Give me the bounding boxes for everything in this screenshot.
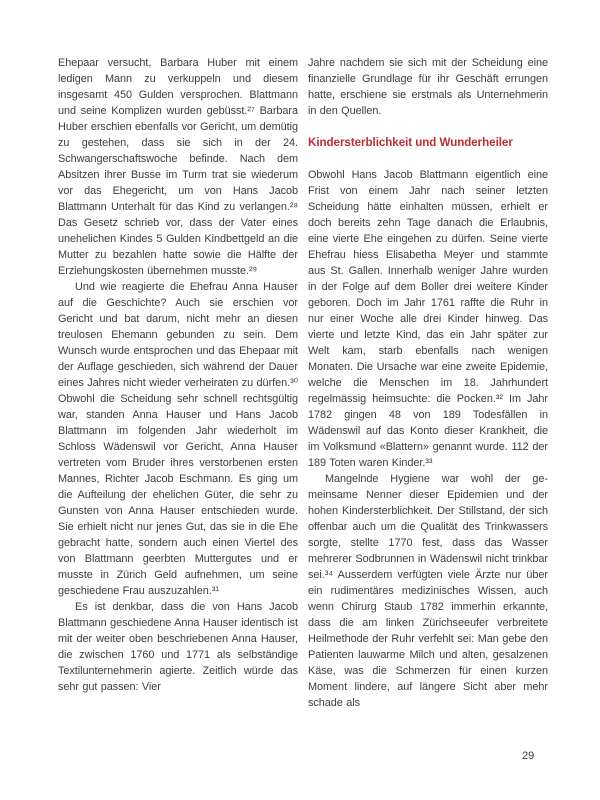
paragraph: Mangelnde Hygiene war wohl der gemeinsame Nenner dieser Epidemien und der hohen Kindersterblichkeit. Der Stillstand, der sich offenbar auch um die Qualität des Trinkwassers sorgte, stellte 1770 fest, dass das Wasser mehrerer Sodbrunnen in Wädenswil nicht trinkbar sei.³⁴ Ausserdem verfügten viele Ärzte nur über ein rudimentäres medizinisches Wissen, auch wenn Chirurg Staub 1782 immerhin erkannte, dass die am linken Zürichseeufer verbreitete Heilmethode der Ruhr verfehlt sei: Man gebe den Patienten lauwarme Milch und alten, gesalzenen Käse, was die Schmerzen für einen kurzen Moment lindere, auf längere Sicht aber mehr schade als — [308, 473, 548, 709]
paragraph-continuation: Ehepaar versucht, Barbara Huber mit einem ledigen Mann zu verkuppeln und diesem insgesamt 450 Gulden versprochen. Blattmann und seine Komplizen wurden gebüsst.²⁷ Barbara Huber erschien ebenfalls vor Gericht, um demütig zu gestehen, dass sie sich in der 24. Schwangerschaftswoche befinde. Nach dem Absitzen ihrer Busse im Turm trat sie wiederum vor das Ehegericht, um von Hans Jacob Blattmann Unterhalt für das Kind zu verlangen.²⁸ Das Gesetz schrieb vor, dass der Vater eines unehelichen Kindes 5 Gulden Kindbettgeld an die Mutter zu bezahlen hatte sowie die Hälfte der Erziehungskosten übernehmen musste.²⁹ — [58, 57, 298, 277]
paragraph: Und wie reagierte die Ehefrau Anna Hauser auf die Geschichte? Auch sie erschien vor Gericht und bat darum, nicht mehr an diesen treulosen Ehemann gebunden zu sein. Dem Wunsch wurde entsprochen und das Ehepaar mit der Auflage geschieden, sich während der Dauer eines Jahres nicht wieder verheiraten zu dürfen.³⁰ Obwohl die Scheidung sehr schnell rechtsgültig war, standen Anna Hauser und Hans Jacob Blattmann im folgenden Jahr wiederholt im Schloss Wädenswil vor Gericht, Anna Hauser vertreten vom Bruder ihres verstorbenen ersten Mannes, Richter Jacob Eschmann. Es ging um die Aufteilung der ehelichen Güter, die sehr zu Gunsten von Anna Hauser entschieden wurde. Sie erhielt nicht nur jenes Gut, das sie in die Ehe gebracht hatte, sondern auch einen Viertel des von Blattmann geerbten Muttergutes und er musste in Zürich Geld aufnehmen, um seine geschiedene Frau auszuzahlen.³¹ — [58, 281, 298, 597]
paragraph-continuation: Jahre nachdem sie sich mit der Scheidung eine finanzielle Grundlage für ihr Geschäft errungen hatte, erschiene sie erstmals als Unternehmerin in den Quellen. — [308, 57, 548, 117]
section-heading: Kindersterblichkeit und Wunderheiler — [308, 136, 513, 149]
paragraph: Obwohl Hans Jacob Blattmann eigentlich eine Frist von einem Jahr nach seiner letzten Scheidung hätte einhalten müssen, erhielt er doch bereits zehn Tage danach die Erlaubnis, eine vierte Ehe eingehen zu dürfen. Seine vierte Ehefrau hiess Elisabetha Meyer und stammte aus St. Gallen. Innerhalb weniger Jahre wurden in der Folge auf dem Boller drei weitere Kinder geboren. Doch im Jahr 1761 raffte die Ruhr in nur einer Woche alle drei Kinder hinweg. Das vierte und letzte Kind, das ein Jahr später zur Welt kam, starb ebenfalls nach wenigen Monaten. Die Ursache war eine zweite Epidemie, welche die Menschen im 18. Jahrhundert regelmässig heimsuchte: die Pocken.³² Im Jahr 1782 gingen 48 von 189 Todesfällen in Wädenswil auf das Konto dieser Krankheit, die im Volksmund «Blattern» genannt wurde. 112 der 189 Toten waren Kinder.³³ — [308, 169, 548, 469]
right-column — [308, 55, 548, 711]
page-number: 29 — [522, 750, 535, 762]
text-block — [58, 55, 548, 711]
left-column — [58, 55, 298, 711]
paragraph: Es ist denkbar, dass die von Hans Jacob Blattmann geschiedene Anna Hauser identisch ist mit der weiter oben beschriebenen Anna Hauser, die zwischen 1760 und 1771 als selbständige Textilunternehmerin agierte. Zeitlich würde das sehr gut passen: Vier — [58, 601, 298, 693]
